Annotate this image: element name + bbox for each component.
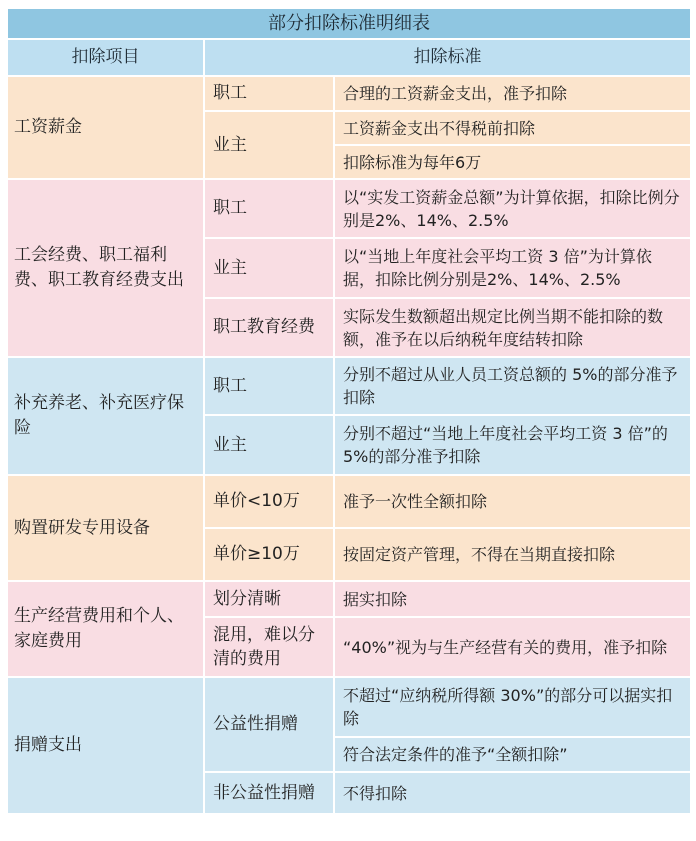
subcategory-cell: 职工: [204, 357, 334, 415]
column-header-item: 扣除项目: [7, 39, 204, 76]
standard-cell: 符合法定条件的准予“全额扣除”: [334, 737, 691, 772]
standard-cell: 分别不超过“当地上年度社会平均工资 3 倍”的 5%的部分准予扣除: [334, 415, 691, 475]
subcategory-cell: 划分清晰: [204, 581, 334, 617]
table-row: [7, 76, 691, 111]
category-cell: 生产经营费用和个人、家庭费用: [7, 581, 204, 677]
table-row: [7, 357, 691, 415]
subcategory-cell: 业主: [204, 238, 334, 298]
subcategory-cell: 业主: [204, 111, 334, 179]
standard-cell: 实际发生数额超出规定比例当期不能扣除的数额，准予在以后纳税年度结转扣除: [334, 298, 691, 357]
standard-cell: 据实扣除: [334, 581, 691, 617]
category-cell: 工会经费、职工福利费、职工教育经费支出: [7, 179, 204, 357]
subcategory-cell: 单价<10万: [204, 475, 334, 528]
table-title: 部分扣除标准明细表: [7, 8, 691, 39]
standard-cell: 以“当地上年度社会平均工资 3 倍”为计算依据，扣除比例分别是2%、14%、2.5%: [334, 238, 691, 298]
category-cell: 补充养老、补充医疗保险: [7, 357, 204, 475]
subcategory-cell: 业主: [204, 415, 334, 475]
standard-cell: 扣除标准为每年6万: [334, 145, 691, 179]
standard-cell: 按固定资产管理，不得在当期直接扣除: [334, 528, 691, 581]
deduction-table-container: [6, 7, 690, 815]
subcategory-cell: 职工: [204, 179, 334, 238]
table-row: [7, 179, 691, 238]
standard-cell: 工资薪金支出不得税前扣除: [334, 111, 691, 145]
standard-cell: 合理的工资薪金支出，准予扣除: [334, 76, 691, 111]
category-cell: 购置研发专用设备: [7, 475, 204, 581]
column-header-standard: 扣除标准: [204, 39, 691, 76]
table-row: [7, 677, 691, 737]
subcategory-cell: 职工: [204, 76, 334, 111]
table-row: [7, 475, 691, 528]
category-cell: 捐赠支出: [7, 677, 204, 814]
subcategory-cell: 非公益性捐赠: [204, 772, 334, 814]
deduction-standards-table: [6, 7, 692, 815]
table-row: [7, 581, 691, 617]
subcategory-cell: 单价≥10万: [204, 528, 334, 581]
standard-cell: 不得扣除: [334, 772, 691, 814]
standard-cell: 准予一次性全额扣除: [334, 475, 691, 528]
subcategory-cell: 公益性捐赠: [204, 677, 334, 772]
subcategory-cell: 混用，难以分清的费用: [204, 617, 334, 677]
standard-cell: “40%”视为与生产经营有关的费用，准予扣除: [334, 617, 691, 677]
subcategory-cell: 职工教育经费: [204, 298, 334, 357]
category-cell: 工资薪金: [7, 76, 204, 179]
standard-cell: 不超过“应纳税所得额 30%”的部分可以据实扣除: [334, 677, 691, 737]
standard-cell: 以“实发工资薪金总额”为计算依据，扣除比例分别是2%、14%、2.5%: [334, 179, 691, 238]
standard-cell: 分别不超过从业人员工资总额的 5%的部分准予扣除: [334, 357, 691, 415]
